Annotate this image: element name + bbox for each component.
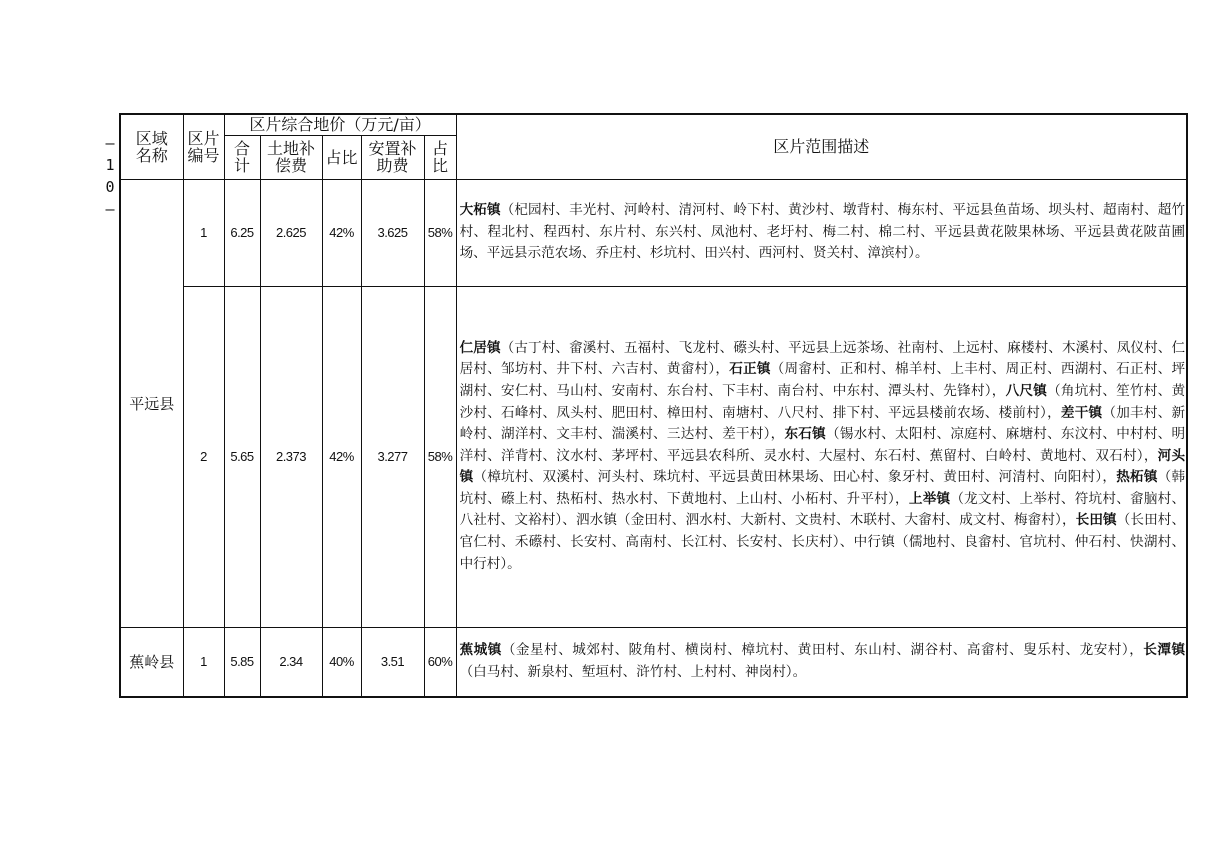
parcel-no-cell: 1: [183, 627, 224, 697]
desc-text: [460, 640, 1186, 683]
page-dash-top: —: [105, 134, 115, 152]
resettle-cell: 3.51: [361, 627, 424, 697]
header-price-group: 区片综合地价（万元/亩）: [224, 114, 456, 135]
desc-cell: [456, 179, 1187, 286]
header-parcel-no: [183, 114, 224, 179]
town-name: 上举镇: [908, 490, 951, 507]
village-list: （长田村、官仁村、禾礤村、长安村、高南村、长江村、长安村、长庆村）、中行镇（儒地村、良畲村、官坑村、仲石村、快湖村、中行村）。: [459, 512, 1186, 572]
total-cell: 5.85: [224, 627, 260, 697]
page-number: [101, 132, 119, 220]
resettle-cell: 3.625: [361, 179, 424, 286]
total-cell: 5.65: [224, 286, 260, 627]
table-row: [120, 627, 1187, 697]
header-parcel-no-text: 区片编号: [187, 128, 220, 165]
parcel-no-cell: 1: [183, 179, 224, 286]
desc-text: [460, 338, 1186, 576]
desc-cell: [456, 627, 1187, 697]
page-digit-1: 1: [105, 156, 115, 174]
village-list: （角坑村、笙竹村、黄沙村、石峰村、凤头村、肥田村、樟田村、南塘村、八尺村、排下村、平远县楼前农场、楼前村），: [459, 382, 1186, 421]
land-comp-cell: 2.373: [260, 286, 322, 627]
region-cell: 蕉岭县: [120, 627, 183, 697]
page-digit-0: 0: [105, 178, 115, 196]
desc-cell: [456, 286, 1187, 627]
village-list: （白马村、新泉村、堑垣村、浒竹村、上村村、神岗村）。: [459, 663, 807, 680]
table-row: [120, 286, 1187, 627]
header-ratio-2: [424, 135, 456, 179]
village-list: （韩坑村、礤上村、热柘村、热水村、下黄地村、上山村、小柘村、升平村），: [459, 469, 1186, 507]
town-name: 长田镇: [1075, 512, 1117, 529]
header-region-name-text: 区域名称: [135, 128, 168, 165]
town-name: 蕉城镇: [459, 642, 502, 659]
ratio-1-cell: 40%: [322, 627, 361, 697]
header-ratio-1: 占比: [322, 135, 361, 179]
ratio-2-cell: 58%: [424, 179, 456, 286]
town-name: 八尺镇: [1005, 382, 1048, 399]
header-resettle: [361, 135, 424, 179]
village-list: （龙文村、上举村、符坑村、畲脑村、八社村、文裕村）、泗水镇（金田村、泗水村、大新村、文贵村、木联村、大畲村、成文村、梅畲村），: [459, 490, 1186, 529]
header-total: [224, 135, 260, 179]
header-resettle-text: 安置补助费: [368, 139, 417, 175]
town-name: 东石镇: [784, 426, 826, 443]
town-name: 长潭镇: [1143, 642, 1186, 659]
land-price-table: [119, 113, 1188, 698]
header-land-comp: [260, 135, 322, 179]
header-total-text: 合计: [233, 139, 250, 175]
table-row: [120, 179, 1187, 286]
header-desc: 区片范围描述: [456, 114, 1187, 179]
town-name: 河头镇: [459, 447, 1186, 486]
ratio-2-cell: 60%: [424, 627, 456, 697]
parcel-no-cell: 2: [183, 286, 224, 627]
village-list: （周畲村、正和村、棉羊村、上丰村、周正村、西湖村、石正村、坪湖村、安仁村、马山村、安南村、东台村、下丰村、南台村、中东村、潭头村、先锋村），: [459, 361, 1186, 399]
town-name: 热柘镇: [1116, 469, 1158, 486]
village-list: （加丰村、新岭村、湖洋村、文丰村、湍溪村、三达村、差干村），: [459, 404, 1186, 443]
town-name: 仁居镇: [459, 339, 501, 356]
village-list: （杞园村、丰光村、河岭村、清河村、岭下村、黄沙村、墩背村、梅东村、平远县鱼苗场、坝头村、超南村、超竹村、程北村、程西村、东片村、东兴村、凤池村、老圩村、梅二村、棉二村、平远县黄花陂果林场、平远县黄花陂苗圃场、平远县示范农场、乔庄村、杉坑村、田兴村、西河村、贤关村、漳滨村）。: [459, 202, 1186, 262]
header-land-comp-text: 土地补偿费: [266, 139, 315, 175]
ratio-1-cell: 42%: [322, 286, 361, 627]
header-region-name: [120, 114, 183, 179]
village-list: （古丁村、畲溪村、五福村、飞龙村、礤头村、平远县上远茶场、社南村、上远村、麻楼村、木溪村、凤仪村、仁居村、邹坊村、井下村、六吉村、黄畲村），: [459, 339, 1186, 378]
total-cell: 6.25: [224, 179, 260, 286]
region-cell: 平远县: [120, 179, 183, 627]
village-list: （锡水村、太阳村、凉庭村、麻塘村、东汶村、中村村、明洋村、洋背村、汶水村、茅坪村、平远县农科所、灵水村、大屋村、东石村、蕉留村、白岭村、黄地村、双石村），: [459, 426, 1186, 464]
page-dash-bottom: —: [105, 200, 115, 218]
village-list: （金星村、城郊村、陂角村、横岗村、樟坑村、黄田村、东山村、湖谷村、高畲村、叟乐村、龙安村），: [501, 642, 1144, 659]
land-comp-cell: 2.34: [260, 627, 322, 697]
town-name: 差干镇: [1060, 404, 1103, 421]
resettle-cell: 3.277: [361, 286, 424, 627]
desc-text: [460, 200, 1186, 265]
ratio-2-cell: 58%: [424, 286, 456, 627]
ratio-1-cell: 42%: [322, 179, 361, 286]
town-name: 石正镇: [729, 361, 771, 378]
village-list: （樟坑村、双溪村、河头村、珠坑村、平远县黄田林果场、田心村、象牙村、黄田村、河清村、向阳村），: [473, 469, 1117, 486]
town-name: 大柘镇: [459, 202, 501, 219]
header-ratio-2-text: 占比: [432, 139, 449, 175]
header-row-1: [120, 114, 1187, 135]
land-comp-cell: 2.625: [260, 179, 322, 286]
